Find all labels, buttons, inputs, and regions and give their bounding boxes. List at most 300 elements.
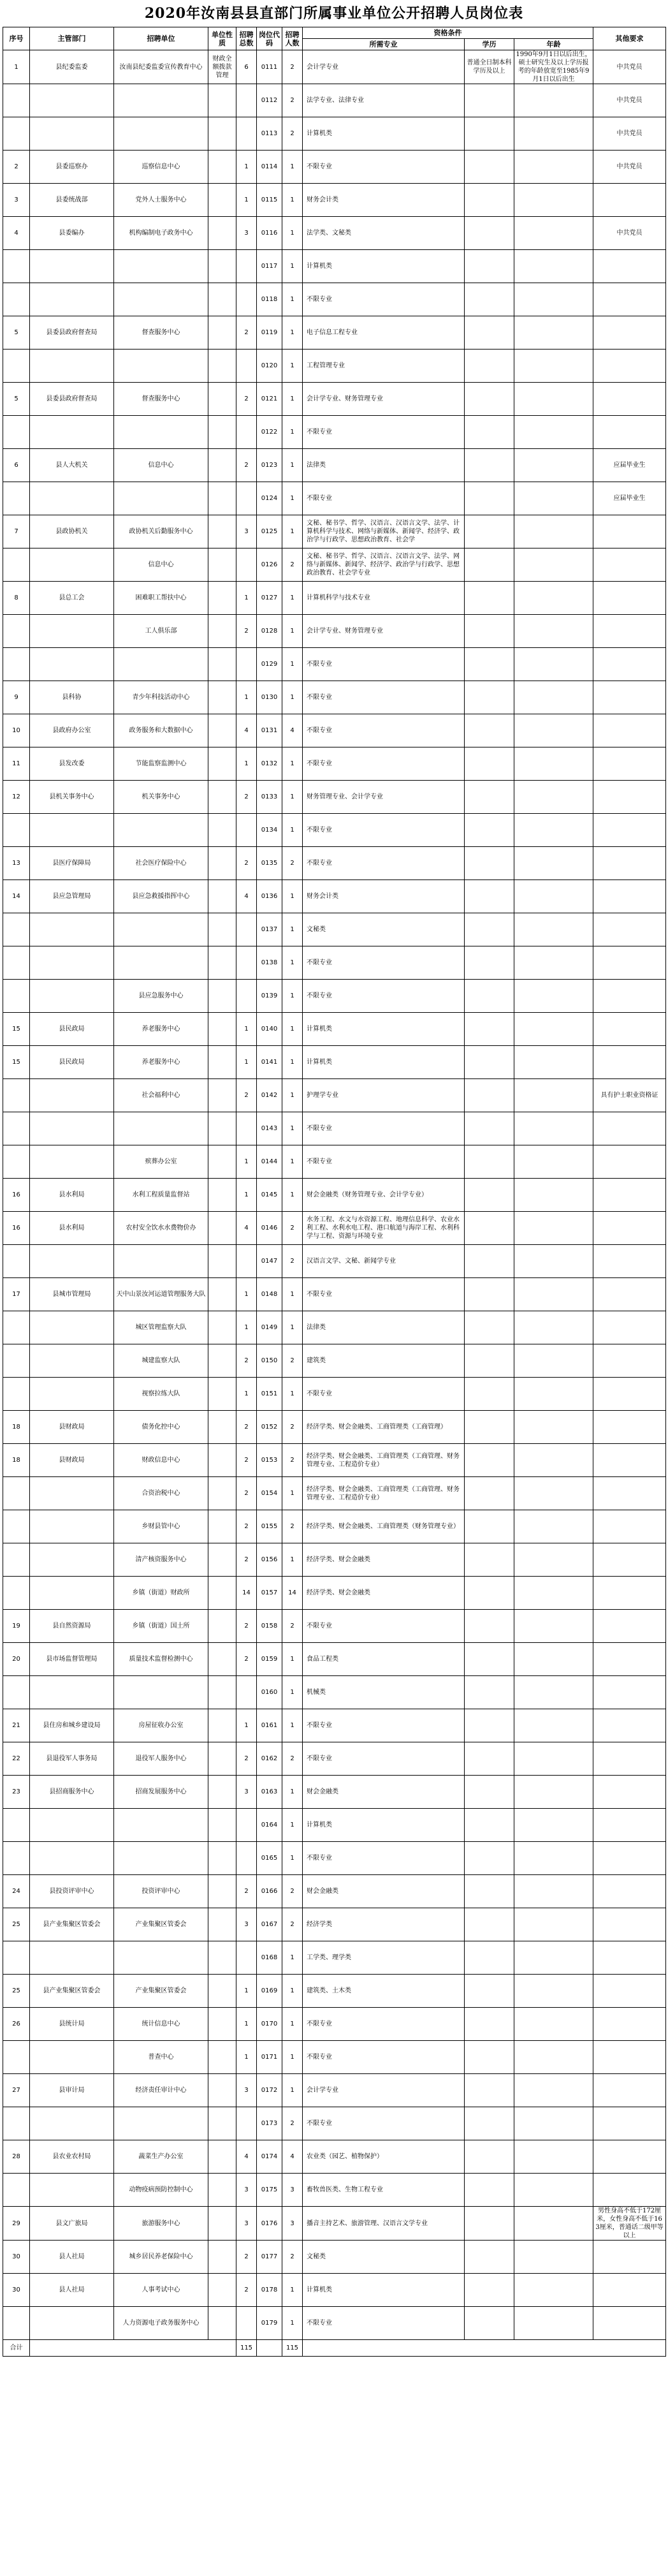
cell-other bbox=[593, 2041, 666, 2074]
cell-age bbox=[514, 582, 593, 615]
cell-unit: 乡镇（街道）财政所 bbox=[114, 1577, 208, 1610]
cell-nature bbox=[208, 1444, 236, 1477]
cell-count: 1 bbox=[282, 1378, 303, 1411]
cell-count: 1 bbox=[282, 1776, 303, 1809]
cell-dept: 县委编办 bbox=[30, 217, 114, 250]
cell-edu bbox=[465, 2008, 514, 2041]
cell-nature bbox=[208, 814, 236, 847]
cell-age bbox=[514, 151, 593, 184]
header-code: 岗位代码 bbox=[257, 27, 282, 50]
cell-age bbox=[514, 84, 593, 117]
cell-count: 1 bbox=[282, 1179, 303, 1212]
cell-other bbox=[593, 250, 666, 283]
table-row bbox=[3, 1378, 666, 1411]
cell-other bbox=[593, 615, 666, 648]
cell-edu bbox=[465, 1842, 514, 1875]
cell-nature bbox=[208, 2207, 236, 2241]
cell-code: 0138 bbox=[257, 946, 282, 980]
cell-count: 1 bbox=[282, 2041, 303, 2074]
cell-seq: 18 bbox=[3, 1411, 30, 1444]
cell-unit: 产业集聚区管委会 bbox=[114, 1975, 208, 2008]
cell-other bbox=[593, 1145, 666, 1179]
cell-unit: 合资治税中心 bbox=[114, 1477, 208, 1510]
cell-dept bbox=[30, 1941, 114, 1975]
cell-nature bbox=[208, 1411, 236, 1444]
cell-unit: 投资评审中心 bbox=[114, 1875, 208, 1908]
cell-unit: 殡葬办公室 bbox=[114, 1145, 208, 1179]
cell-nature bbox=[208, 1676, 236, 1709]
cell-code: 0126 bbox=[257, 548, 282, 582]
table-row bbox=[3, 2274, 666, 2307]
cell-unit: 困难职工帮扶中心 bbox=[114, 582, 208, 615]
cell-nature bbox=[208, 84, 236, 117]
cell-major: 经济学类、财会金融类、工商管理类（工商管理、财务管理专业、工程造价专业） bbox=[303, 1444, 465, 1477]
cell-major: 文秘、秘书学、哲学、汉语言、汉语言文学、法学、网络与新媒体、新闻学、经济学、政治学与行政学、思想政治教育、社会学专业 bbox=[303, 548, 465, 582]
cell-unit bbox=[114, 283, 208, 316]
cell-count: 2 bbox=[282, 1411, 303, 1444]
cell-seq: 15 bbox=[3, 1013, 30, 1046]
cell-edu bbox=[465, 1610, 514, 1643]
cell-age bbox=[514, 1013, 593, 1046]
cell-code: 0167 bbox=[257, 1908, 282, 1941]
cell-nature bbox=[208, 2307, 236, 2340]
cell-major: 财会金融类 bbox=[303, 1776, 465, 1809]
cell-major: 护理学专业 bbox=[303, 1079, 465, 1112]
cell-code: 0137 bbox=[257, 913, 282, 946]
cell-dept: 县总工会 bbox=[30, 582, 114, 615]
cell-dept bbox=[30, 1378, 114, 1411]
cell-code: 0135 bbox=[257, 847, 282, 880]
cell-unit bbox=[114, 1112, 208, 1145]
cell-unit: 巡察信息中心 bbox=[114, 151, 208, 184]
cell-seq bbox=[3, 1112, 30, 1145]
table-row bbox=[3, 350, 666, 383]
cell-total: 2 bbox=[236, 449, 257, 482]
cell-age bbox=[514, 515, 593, 548]
cell-nature bbox=[208, 350, 236, 383]
table-row bbox=[3, 1079, 666, 1112]
cell-seq bbox=[3, 980, 30, 1013]
cell-other bbox=[593, 880, 666, 913]
cell-seq: 12 bbox=[3, 781, 30, 814]
cell-code: 0144 bbox=[257, 1145, 282, 1179]
cell-dept: 县文广旅局 bbox=[30, 2207, 114, 2241]
cell-edu bbox=[465, 151, 514, 184]
total-count: 115 bbox=[282, 2340, 303, 2357]
cell-edu bbox=[465, 781, 514, 814]
cell-nature bbox=[208, 217, 236, 250]
cell-dept bbox=[30, 548, 114, 582]
cell-total bbox=[236, 1676, 257, 1709]
cell-unit: 农村安全饮水水费物价办 bbox=[114, 1212, 208, 1245]
cell-code: 0171 bbox=[257, 2041, 282, 2074]
cell-age bbox=[514, 847, 593, 880]
cell-other bbox=[593, 714, 666, 747]
cell-other bbox=[593, 2140, 666, 2174]
cell-seq: 14 bbox=[3, 880, 30, 913]
cell-count: 1 bbox=[282, 648, 303, 681]
cell-dept: 县委县政府督查局 bbox=[30, 316, 114, 350]
table-row bbox=[3, 2140, 666, 2174]
cell-dept: 县民政局 bbox=[30, 1013, 114, 1046]
cell-other bbox=[593, 316, 666, 350]
cell-age bbox=[514, 1643, 593, 1676]
cell-count: 2 bbox=[282, 1742, 303, 1776]
cell-other bbox=[593, 1245, 666, 1278]
cell-nature bbox=[208, 1643, 236, 1676]
cell-total bbox=[236, 416, 257, 449]
cell-seq bbox=[3, 1344, 30, 1378]
cell-major: 经济学类、财会金融类、工商管理类（财务管理专业） bbox=[303, 1510, 465, 1543]
cell-dept: 县水利局 bbox=[30, 1179, 114, 1212]
cell-other: 中共党员 bbox=[593, 151, 666, 184]
cell-code: 0129 bbox=[257, 648, 282, 681]
table-row bbox=[3, 582, 666, 615]
cell-count: 1 bbox=[282, 880, 303, 913]
cell-unit: 水利工程质量监督站 bbox=[114, 1179, 208, 1212]
cell-seq bbox=[3, 1510, 30, 1543]
cell-total: 1 bbox=[236, 184, 257, 217]
cell-total: 1 bbox=[236, 1046, 257, 1079]
total-code-empty bbox=[257, 2340, 282, 2357]
table-row bbox=[3, 383, 666, 416]
cell-other bbox=[593, 283, 666, 316]
cell-major: 经济学类、财会金融类 bbox=[303, 1577, 465, 1610]
cell-other: 中共党员 bbox=[593, 50, 666, 84]
cell-total: 2 bbox=[236, 1079, 257, 1112]
cell-edu bbox=[465, 250, 514, 283]
cell-major: 不限专业 bbox=[303, 1112, 465, 1145]
cell-count: 1 bbox=[282, 1079, 303, 1112]
cell-nature bbox=[208, 383, 236, 416]
cell-age bbox=[514, 2074, 593, 2107]
cell-edu bbox=[465, 615, 514, 648]
cell-edu bbox=[465, 316, 514, 350]
cell-age bbox=[514, 2274, 593, 2307]
cell-count: 1 bbox=[282, 1676, 303, 1709]
cell-seq: 27 bbox=[3, 2074, 30, 2107]
cell-age bbox=[514, 913, 593, 946]
cell-code: 0123 bbox=[257, 449, 282, 482]
cell-edu bbox=[465, 1742, 514, 1776]
cell-other bbox=[593, 1709, 666, 1742]
cell-age bbox=[514, 1112, 593, 1145]
cell-code: 0140 bbox=[257, 1013, 282, 1046]
total-label: 合计 bbox=[3, 2340, 30, 2357]
cell-seq bbox=[3, 350, 30, 383]
cell-count: 1 bbox=[282, 1975, 303, 2008]
cell-edu bbox=[465, 582, 514, 615]
cell-age bbox=[514, 2008, 593, 2041]
cell-seq: 24 bbox=[3, 1875, 30, 1908]
header-dept: 主管部门 bbox=[30, 27, 114, 50]
cell-unit: 城建监察大队 bbox=[114, 1344, 208, 1378]
cell-count: 2 bbox=[282, 1908, 303, 1941]
cell-dept bbox=[30, 1510, 114, 1543]
cell-seq bbox=[3, 946, 30, 980]
cell-dept: 县民政局 bbox=[30, 1046, 114, 1079]
cell-age bbox=[514, 1046, 593, 1079]
cell-dept bbox=[30, 814, 114, 847]
cell-age bbox=[514, 814, 593, 847]
cell-nature bbox=[208, 1842, 236, 1875]
cell-unit bbox=[114, 250, 208, 283]
cell-dept: 县住房和城乡建设局 bbox=[30, 1709, 114, 1742]
cell-dept bbox=[30, 117, 114, 151]
cell-nature bbox=[208, 1013, 236, 1046]
table-row bbox=[3, 50, 666, 84]
cell-seq bbox=[3, 913, 30, 946]
cell-major: 机械类 bbox=[303, 1676, 465, 1709]
cell-unit bbox=[114, 350, 208, 383]
cell-major: 不限专业 bbox=[303, 1278, 465, 1311]
cell-total bbox=[236, 548, 257, 582]
cell-nature bbox=[208, 1809, 236, 1842]
cell-nature bbox=[208, 316, 236, 350]
cell-total: 2 bbox=[236, 383, 257, 416]
cell-count: 2 bbox=[282, 1245, 303, 1278]
cell-unit: 党外人士服务中心 bbox=[114, 184, 208, 217]
cell-nature bbox=[208, 2008, 236, 2041]
cell-age bbox=[514, 2107, 593, 2140]
cell-major: 法学类、文秘类 bbox=[303, 217, 465, 250]
cell-other: 中共党员 bbox=[593, 217, 666, 250]
cell-seq: 28 bbox=[3, 2140, 30, 2174]
cell-unit bbox=[114, 1245, 208, 1278]
cell-nature bbox=[208, 913, 236, 946]
cell-dept bbox=[30, 980, 114, 1013]
cell-count: 1 bbox=[282, 582, 303, 615]
cell-total bbox=[236, 1842, 257, 1875]
cell-nature bbox=[208, 648, 236, 681]
cell-dept: 县科协 bbox=[30, 681, 114, 714]
cell-seq: 6 bbox=[3, 449, 30, 482]
cell-age bbox=[514, 2140, 593, 2174]
cell-edu bbox=[465, 117, 514, 151]
cell-edu bbox=[465, 1444, 514, 1477]
cell-dept: 县医疗保障局 bbox=[30, 847, 114, 880]
table-row bbox=[3, 747, 666, 781]
cell-edu bbox=[465, 548, 514, 582]
cell-count: 1 bbox=[282, 1543, 303, 1577]
cell-seq: 5 bbox=[3, 316, 30, 350]
cell-code: 0152 bbox=[257, 1411, 282, 1444]
cell-unit: 乡财县管中心 bbox=[114, 1510, 208, 1543]
table-row bbox=[3, 1013, 666, 1046]
cell-other bbox=[593, 1444, 666, 1477]
cell-other: 应届毕业生 bbox=[593, 482, 666, 515]
cell-dept: 县自然资源局 bbox=[30, 1610, 114, 1643]
cell-nature bbox=[208, 1145, 236, 1179]
cell-unit: 人力资源电子政务服务中心 bbox=[114, 2307, 208, 2340]
cell-edu bbox=[465, 1046, 514, 1079]
cell-edu bbox=[465, 1676, 514, 1709]
cell-major: 不限专业 bbox=[303, 648, 465, 681]
cell-seq bbox=[3, 2174, 30, 2207]
cell-nature bbox=[208, 781, 236, 814]
cell-age bbox=[514, 1941, 593, 1975]
cell-total: 1 bbox=[236, 582, 257, 615]
cell-total: 1 bbox=[236, 1278, 257, 1311]
table-row bbox=[3, 1179, 666, 1212]
cell-unit: 县应急服务中心 bbox=[114, 980, 208, 1013]
cell-seq: 10 bbox=[3, 714, 30, 747]
cell-edu bbox=[465, 1013, 514, 1046]
cell-count: 2 bbox=[282, 1875, 303, 1908]
cell-dept: 县水利局 bbox=[30, 1212, 114, 1245]
cell-total: 2 bbox=[236, 1543, 257, 1577]
cell-dept bbox=[30, 913, 114, 946]
cell-total bbox=[236, 1245, 257, 1278]
cell-edu bbox=[465, 2207, 514, 2241]
cell-code: 0156 bbox=[257, 1543, 282, 1577]
cell-total: 1 bbox=[236, 1179, 257, 1212]
cell-major: 水务工程、水文与水资源工程、地理信息科学、农业水利工程、水利水电工程、港口航道与海岸工程、水利科学与工程、资源与环境专业 bbox=[303, 1212, 465, 1245]
cell-age bbox=[514, 1842, 593, 1875]
cell-major: 会计学专业 bbox=[303, 50, 465, 84]
cell-age bbox=[514, 946, 593, 980]
cell-total: 1 bbox=[236, 1145, 257, 1179]
cell-seq: 13 bbox=[3, 847, 30, 880]
cell-code: 0111 bbox=[257, 50, 282, 84]
cell-unit: 汝南县纪委监委宣传教育中心 bbox=[114, 50, 208, 84]
cell-count: 1 bbox=[282, 814, 303, 847]
cell-dept bbox=[30, 2174, 114, 2207]
cell-dept: 县纪委监委 bbox=[30, 50, 114, 84]
cell-nature bbox=[208, 1510, 236, 1543]
cell-major: 法律类 bbox=[303, 449, 465, 482]
cell-nature bbox=[208, 747, 236, 781]
cell-total: 4 bbox=[236, 2140, 257, 2174]
cell-unit: 房屋征收办公室 bbox=[114, 1709, 208, 1742]
header-unit: 招聘单位 bbox=[114, 27, 208, 50]
cell-major: 不限专业 bbox=[303, 946, 465, 980]
cell-seq bbox=[3, 615, 30, 648]
cell-unit: 动物疫病预防控制中心 bbox=[114, 2174, 208, 2207]
cell-other bbox=[593, 681, 666, 714]
cell-total: 4 bbox=[236, 1212, 257, 1245]
cell-age bbox=[514, 383, 593, 416]
cell-total: 2 bbox=[236, 316, 257, 350]
total-spacer bbox=[30, 2340, 236, 2357]
table-row bbox=[3, 1311, 666, 1344]
cell-count: 1 bbox=[282, 217, 303, 250]
cell-total bbox=[236, 814, 257, 847]
header-edu: 学历 bbox=[465, 39, 514, 50]
cell-edu bbox=[465, 2174, 514, 2207]
cell-major: 文秘类 bbox=[303, 913, 465, 946]
cell-count: 1 bbox=[282, 980, 303, 1013]
cell-seq: 9 bbox=[3, 681, 30, 714]
cell-dept bbox=[30, 84, 114, 117]
cell-major: 不限专业 bbox=[303, 2107, 465, 2140]
cell-other bbox=[593, 1344, 666, 1378]
cell-edu bbox=[465, 217, 514, 250]
cell-unit: 统计信息中心 bbox=[114, 2008, 208, 2041]
cell-nature bbox=[208, 184, 236, 217]
cell-major: 经济学类、财会金融类、工商管理类（工商管理、财务管理专业、工程造价专业） bbox=[303, 1477, 465, 1510]
cell-seq: 25 bbox=[3, 1975, 30, 2008]
table-row bbox=[3, 1112, 666, 1145]
cell-edu bbox=[465, 1975, 514, 2008]
cell-nature bbox=[208, 1941, 236, 1975]
cell-code: 0142 bbox=[257, 1079, 282, 1112]
header-major: 所需专业 bbox=[303, 39, 465, 50]
cell-nature bbox=[208, 449, 236, 482]
cell-major: 不限专业 bbox=[303, 1378, 465, 1411]
table-row bbox=[3, 781, 666, 814]
cell-other bbox=[593, 1411, 666, 1444]
cell-age bbox=[514, 2041, 593, 2074]
cell-seq bbox=[3, 250, 30, 283]
cell-other bbox=[593, 747, 666, 781]
cell-total bbox=[236, 2307, 257, 2340]
cell-seq: 3 bbox=[3, 184, 30, 217]
cell-edu bbox=[465, 184, 514, 217]
cell-major: 计算机类 bbox=[303, 1809, 465, 1842]
cell-age bbox=[514, 615, 593, 648]
cell-count: 2 bbox=[282, 84, 303, 117]
cell-count: 1 bbox=[282, 250, 303, 283]
cell-other bbox=[593, 1477, 666, 1510]
header-nature: 单位性质 bbox=[208, 27, 236, 50]
cell-dept bbox=[30, 1245, 114, 1278]
cell-dept: 县委统战部 bbox=[30, 184, 114, 217]
cell-nature bbox=[208, 151, 236, 184]
cell-dept bbox=[30, 1842, 114, 1875]
cell-nature bbox=[208, 2274, 236, 2307]
cell-dept: 县财政局 bbox=[30, 1411, 114, 1444]
cell-other bbox=[593, 1212, 666, 1245]
cell-age bbox=[514, 1875, 593, 1908]
cell-seq bbox=[3, 2041, 30, 2074]
cell-nature bbox=[208, 1079, 236, 1112]
cell-unit: 城区管理监察大队 bbox=[114, 1311, 208, 1344]
cell-code: 0122 bbox=[257, 416, 282, 449]
cell-dept: 县委县政府督查局 bbox=[30, 383, 114, 416]
table-row bbox=[3, 2174, 666, 2207]
cell-edu bbox=[465, 283, 514, 316]
table-row bbox=[3, 615, 666, 648]
cell-count: 2 bbox=[282, 548, 303, 582]
cell-dept: 县统计局 bbox=[30, 2008, 114, 2041]
cell-count: 1 bbox=[282, 681, 303, 714]
cell-seq: 20 bbox=[3, 1643, 30, 1676]
cell-total: 2 bbox=[236, 1344, 257, 1378]
cell-major: 不限专业 bbox=[303, 2307, 465, 2340]
table-row bbox=[3, 946, 666, 980]
cell-major: 经济学类、财会金融类、工商管理类（工商管理） bbox=[303, 1411, 465, 1444]
cell-code: 0155 bbox=[257, 1510, 282, 1543]
cell-age bbox=[514, 1975, 593, 2008]
cell-nature bbox=[208, 2174, 236, 2207]
cell-seq: 17 bbox=[3, 1278, 30, 1311]
page-title: 2020年汝南县县直部门所属事业单位公开招聘人员岗位表 bbox=[144, 5, 524, 22]
cell-other bbox=[593, 2241, 666, 2274]
cell-seq: 4 bbox=[3, 217, 30, 250]
cell-edu bbox=[465, 2041, 514, 2074]
cell-dept bbox=[30, 1477, 114, 1510]
cell-seq bbox=[3, 1676, 30, 1709]
cell-code: 0178 bbox=[257, 2274, 282, 2307]
cell-code: 0170 bbox=[257, 2008, 282, 2041]
cell-edu bbox=[465, 84, 514, 117]
positions-table bbox=[3, 27, 666, 2357]
cell-age bbox=[514, 2307, 593, 2340]
cell-edu bbox=[465, 714, 514, 747]
cell-dept: 县政府办公室 bbox=[30, 714, 114, 747]
cell-edu bbox=[465, 2241, 514, 2274]
